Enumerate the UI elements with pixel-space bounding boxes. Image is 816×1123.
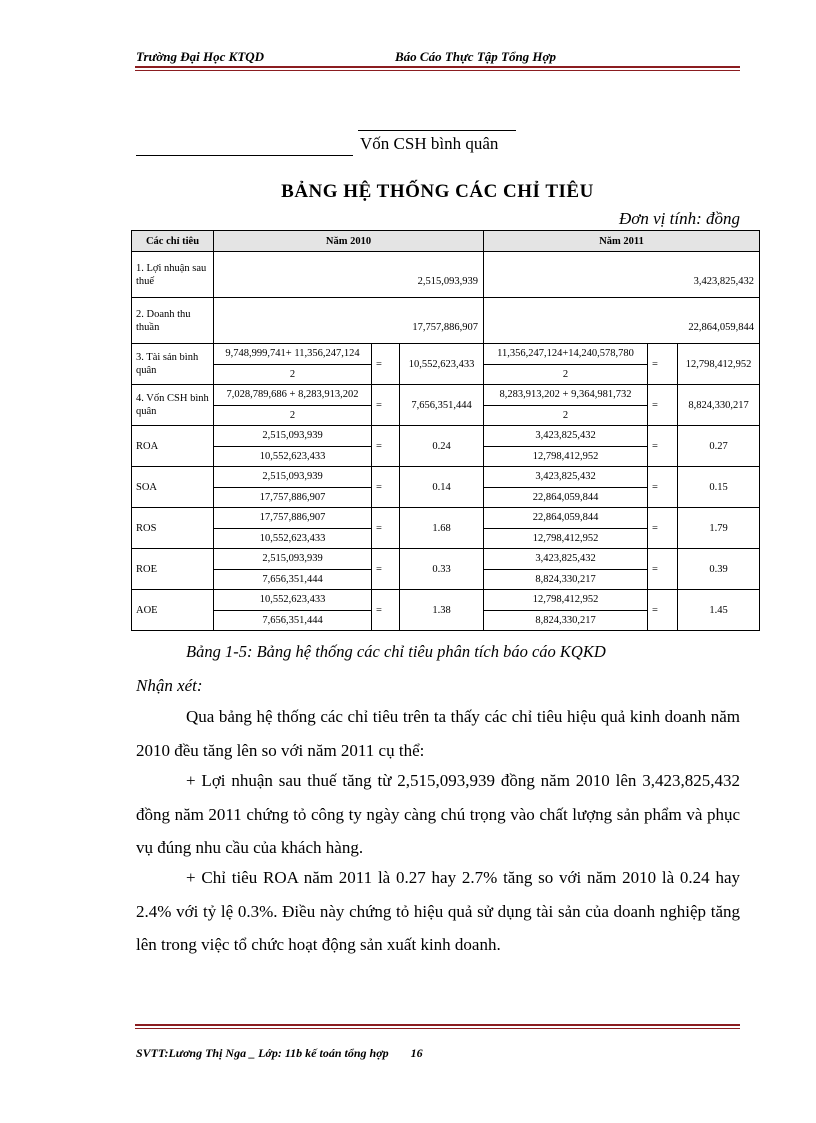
fraction-2011 [484,590,648,631]
denominator-2010: 10,552,623,433 [259,450,326,462]
result-2011: 8,824,330,217 [678,385,760,426]
paragraph-text: + Chỉ tiêu ROA năm 2011 là 0.27 hay 2.7% tăng so với năm 2010 là 0.24 hay 2.4% với tỷ lệ 0.3%. Điều này chứng tỏ hiệu quả sử dụng tài sản của doanh nghiệp tăng lên trong việc tổ chức hoạt động sản xuất kinh doanh. [136,868,740,954]
result-2011: 0.27 [678,426,760,467]
denominator-2010: 17,757,886,907 [259,491,326,503]
fraction-2011 [484,549,648,590]
fraction-2011 [484,385,648,426]
numerator-2010: 9,748,999,741+ 11,356,247,124 [214,344,371,365]
fraction-2011 [484,344,648,385]
header-2011: Năm 2011 [484,231,760,252]
numerator-2011: 3,423,825,432 [484,467,647,488]
equals-2011: = [648,344,678,385]
row-label: ROE [132,549,214,590]
equals-2011: = [648,508,678,549]
result-2010: 0.14 [400,467,484,508]
result-2011: 1.45 [678,590,760,631]
fraction-2010 [214,426,372,467]
result-2010: 0.33 [400,549,484,590]
paragraph [136,700,740,767]
paragraph-text: Qua bảng hệ thống các chỉ tiêu trên ta thấy các chỉ tiêu hiệu quả kinh doanh năm 2010 đều tăng lên so với năm 2011 cụ thể: [136,707,740,760]
row-label: 3. Tài sản bình quân [132,344,214,385]
paragraph [136,861,740,962]
table-title: BẢNG HỆ THỐNG CÁC CHỈ TIÊU [281,181,594,202]
equals-2010: = [372,590,400,631]
numerator-2011: 11,356,247,124+14,240,578,780 [484,344,647,365]
numerator-2011: 22,864,059,844 [484,508,647,529]
row-label: 2. Doanh thu thuần [132,298,214,344]
denominator-2010: 7,656,351,444 [262,614,323,626]
paragraph [136,764,740,865]
row-label: ROA [132,426,214,467]
fraction-2010 [214,508,372,549]
numerator-2010: 2,515,093,939 [214,467,371,488]
result-2011: 12,798,412,952 [678,344,760,385]
numerator-2011: 8,283,913,202 + 9,364,981,732 [484,385,647,406]
equals-2010: = [372,549,400,590]
table-row [132,385,760,426]
footer-rule-thin [135,1028,740,1029]
equals-2010: = [372,467,400,508]
result-2010: 1.38 [400,590,484,631]
numerator-2011: 3,423,825,432 [484,426,647,447]
equals-2011: = [648,467,678,508]
indicators-table [131,230,760,631]
denominator-2010: 2 [289,368,296,380]
result-2010: 10,552,623,433 [400,344,484,385]
table-row [132,344,760,385]
table-row [132,590,760,631]
table-row [132,426,760,467]
denominator-2011: 12,798,412,952 [532,532,599,544]
footer-student-text: SVTT:Lương Thị Nga _ Lớp: 11b kế toán tổng hợp [136,1046,389,1060]
fraction-2011 [484,426,648,467]
table-row [132,549,760,590]
fraction-2010 [214,385,372,426]
table-row [132,252,760,298]
denominator-2011: 8,824,330,217 [535,573,596,585]
table-row [132,467,760,508]
denominator-2010: 7,656,351,444 [262,573,323,585]
value-2010: 17,757,886,907 [214,298,484,344]
page-number: 16 [410,1046,423,1060]
denominator-2011: 2 [562,368,569,380]
numerator-2011: 3,423,825,432 [484,549,647,570]
row-label: 4. Vốn CSH bình quân [132,385,214,426]
equals-2011: = [648,549,678,590]
denominator-2010: 10,552,623,433 [259,532,326,544]
fraction-2010 [214,590,372,631]
header-2010: Năm 2010 [214,231,484,252]
formula-fraction-line [136,155,353,156]
fraction-2011 [484,508,648,549]
numerator-2010: 17,757,886,907 [214,508,371,529]
row-label: AOE [132,590,214,631]
table-caption: Bảng 1-5: Bảng hệ thống các chỉ tiêu phân tích báo cáo KQKD [186,642,606,661]
header-indicator: Các chỉ tiêu [132,231,214,252]
equals-2010: = [372,385,400,426]
fraction-2010 [214,549,372,590]
header-rule-thin [135,70,740,71]
result-2011: 0.15 [678,467,760,508]
numerator-2010: 7,028,789,686 + 8,283,913,202 [214,385,371,406]
table-row [132,298,760,344]
unit-label: Đơn vị tính: đồng [619,209,740,228]
denominator-2011: 2 [562,409,569,421]
denominator-2010: 2 [289,409,296,421]
denominator-2011: 8,824,330,217 [535,614,596,626]
equals-2011: = [648,385,678,426]
table-header-row [132,231,760,252]
numerator-2010: 2,515,093,939 [214,549,371,570]
equals-2010: = [372,508,400,549]
row-label: 1. Lợi nhuận sau thuế [132,252,214,298]
fraction-2010 [214,344,372,385]
result-2011: 1.79 [678,508,760,549]
equals-2011: = [648,590,678,631]
header-rule [135,66,740,68]
numerator-2011: 12,798,412,952 [484,590,647,611]
table-row [132,508,760,549]
numerator-2010: 2,515,093,939 [214,426,371,447]
denominator-2011: 12,798,412,952 [532,450,599,462]
equals-2010: = [372,426,400,467]
fraction-2011 [484,467,648,508]
header-report: Báo Cáo Thực Tập Tổng Hợp [395,49,557,64]
result-2010: 1.68 [400,508,484,549]
paragraph-text: + Lợi nhuận sau thuế tăng từ 2,515,093,939 đồng năm 2010 lên 3,423,825,432 đồng năm 2011 chứng tỏ công ty ngày càng chú trọng vào chất lượng sản phẩm và phục vụ đúng nhu cầu của khách hàng. [136,771,740,857]
formula-denominator: Vốn CSH bình quân [360,134,499,153]
result-2011: 0.39 [678,549,760,590]
header-school: Trường Đại Học KTQD [136,49,265,64]
footer-student [136,1046,423,1061]
value-2011: 22,864,059,844 [484,298,760,344]
row-label: ROS [132,508,214,549]
numerator-2010: 10,552,623,433 [214,590,371,611]
denominator-2011: 22,864,059,844 [532,491,599,503]
comment-heading: Nhận xét: [136,676,203,695]
value-2011: 3,423,825,432 [484,252,760,298]
result-2010: 7,656,351,444 [400,385,484,426]
formula-numerator-line [358,130,516,131]
row-label: SOA [132,467,214,508]
value-2010: 2,515,093,939 [214,252,484,298]
equals-2010: = [372,344,400,385]
equals-2011: = [648,426,678,467]
fraction-2010 [214,467,372,508]
result-2010: 0.24 [400,426,484,467]
footer-rule [135,1024,740,1026]
